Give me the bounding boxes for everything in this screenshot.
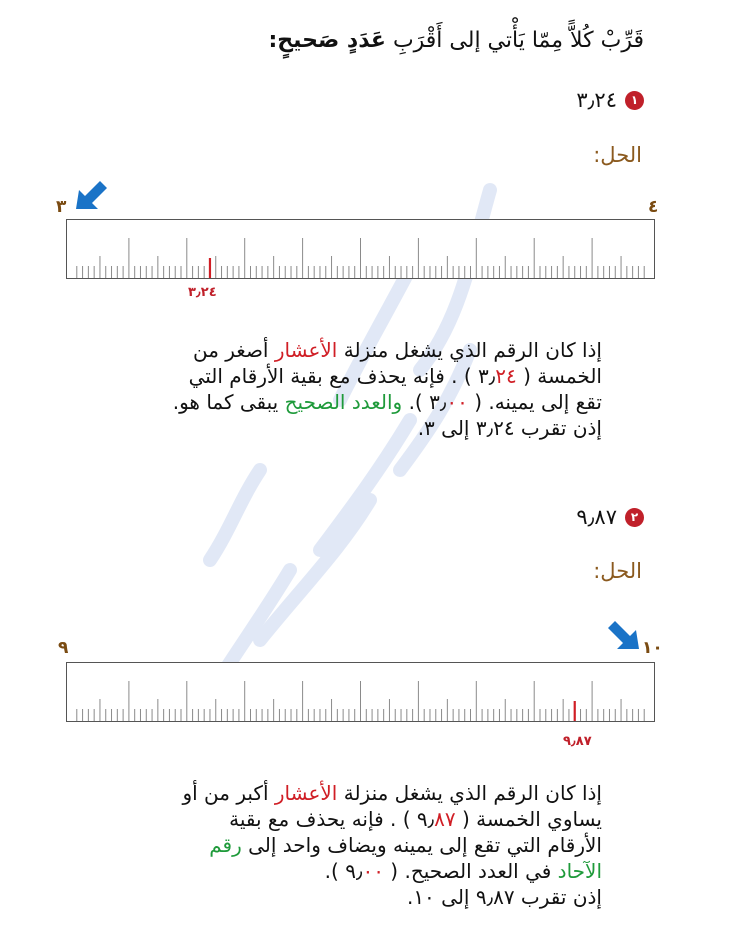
- number-line-ruler: [66, 219, 655, 279]
- explanation-line: إذا كان الرقم الذي يشغل منزلة الأعشار أكبر من أو: [182, 781, 602, 805]
- explanation-line: الآحاد في العدد الصحيح. ( ٩٫٠٠ ).: [324, 859, 602, 883]
- exercise-number-badge: ١: [625, 91, 644, 110]
- exercise-number-value: ٩٫٨٧: [576, 505, 617, 529]
- marked-value-label: ٣٫٢٤: [188, 285, 217, 300]
- exercise-instruction: قَرِّبْ كُلاًّ مِمّا يَأْتي إلى أَقْرَبِ عَدَدٍ صَحيحٍ:: [268, 28, 644, 53]
- exercise-1-header: [576, 88, 644, 112]
- exercise-number-badge: ٢: [625, 508, 644, 527]
- instruction-emphasis: عَدَدٍ صَحيحٍ:: [268, 28, 386, 53]
- explanation-line: يساوي الخمسة ( ٩٫٨٧ ) . فإنه يحذف مع بقية: [229, 807, 602, 831]
- exercise-2-header: [576, 505, 644, 529]
- number-line-ruler: [66, 662, 655, 722]
- explanation-1: [173, 337, 602, 441]
- explanation-line: إذن تقرب ٩٫٨٧ إلى ١٠.: [406, 885, 602, 909]
- ruler-ticks: [67, 663, 654, 721]
- ruler-start-label: ٩: [58, 638, 69, 658]
- explanation-line: إذن تقرب ٣٫٢٤ إلى ٣.: [417, 416, 602, 440]
- exercise-number-value: ٣٫٢٤: [576, 88, 617, 112]
- arrow-down-left-icon: [74, 178, 110, 212]
- solution-label: الحل:: [593, 559, 642, 583]
- arrow-down-right-icon: [605, 618, 641, 652]
- ruler-end-label: ٤: [648, 197, 659, 217]
- marked-value-label: ٩٫٨٧: [563, 734, 592, 749]
- ruler-ticks: [67, 220, 654, 278]
- explanation-line: تقع إلى يمينه. ( ٣٫٠٠ ). والعدد الصحيح يبقى كما هو.: [172, 390, 602, 414]
- solution-label: الحل:: [593, 143, 642, 167]
- ruler-start-label: ٣: [56, 197, 67, 217]
- explanation-line: الأرقام التي تقع إلى يمينه ويضاف واحد إلى رقم: [209, 833, 602, 857]
- explanation-2: [182, 780, 602, 910]
- ruler-end-label: ١٠: [642, 638, 663, 658]
- explanation-line: إذا كان الرقم الذي يشغل منزلة الأعشار أصغر من: [192, 338, 602, 362]
- explanation-line: الخمسة ( ٣٫٢٤ ) . فإنه يحذف مع بقية الأرقام التي: [188, 364, 602, 388]
